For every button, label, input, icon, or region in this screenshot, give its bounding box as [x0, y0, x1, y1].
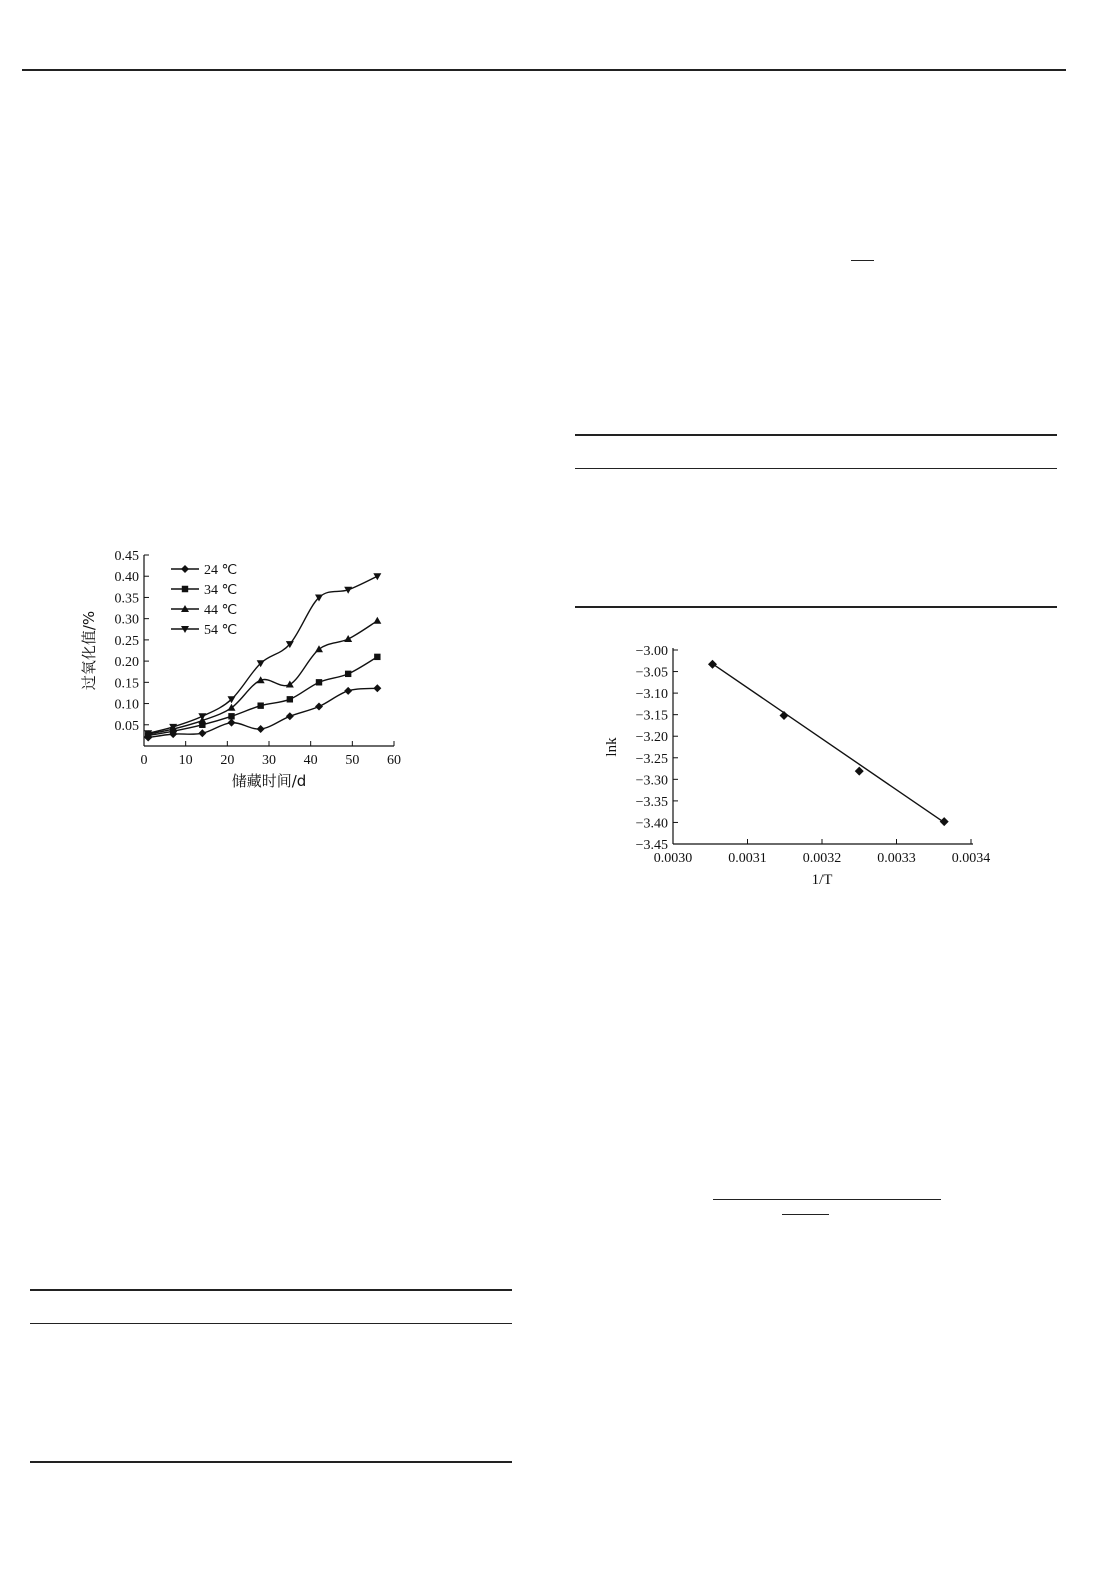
equation-subfraction-bar	[782, 1214, 829, 1215]
data-point	[344, 635, 352, 642]
data-point	[315, 703, 323, 711]
x-tick-label: 0.0030	[653, 851, 693, 866]
y-tick-label: −3.00	[635, 644, 668, 659]
data-point	[315, 645, 323, 652]
y-tick-label: 0.30	[114, 612, 139, 628]
series-line	[148, 621, 377, 734]
data-point	[855, 767, 864, 776]
y-tick-label: −3.15	[635, 708, 668, 724]
y-tick-label: −3.45	[635, 838, 668, 853]
data-point	[345, 671, 351, 677]
x-tick-label: 20	[220, 753, 235, 768]
y-tick-label: 0.15	[114, 676, 139, 692]
x-tick-label: 50	[345, 753, 360, 768]
x-tick-label: 60	[387, 753, 401, 768]
table-left-bottom-rule	[30, 1461, 512, 1463]
x-tick-label: 40	[303, 753, 318, 768]
data-point	[228, 719, 236, 727]
y-tick-label: −3.10	[635, 687, 668, 703]
series-line	[148, 576, 377, 733]
y-tick-label: −3.35	[635, 794, 668, 810]
legend-label: 34 ℃	[204, 583, 238, 598]
x-axis-title: 储藏时间/d	[231, 772, 307, 790]
x-tick-label: 30	[262, 753, 276, 768]
peroxide-line-chart	[60, 535, 440, 805]
header-rule	[22, 69, 1066, 71]
y-axis-title: 过氧化值/%	[80, 610, 98, 691]
figure-peroxide-chart	[60, 535, 440, 805]
x-axis-title: 1/T	[811, 872, 833, 888]
data-point	[373, 573, 381, 580]
equation-fraction-bar	[713, 1199, 941, 1200]
x-tick-label: 0.0032	[802, 851, 842, 866]
y-tick-label: 0.45	[114, 549, 139, 564]
table-right-header-rule	[575, 468, 1057, 469]
x-tick-label: 0.0031	[728, 851, 767, 866]
data-point	[228, 713, 234, 719]
y-tick-label: 0.05	[114, 718, 139, 734]
data-point	[373, 617, 381, 624]
data-point	[257, 725, 265, 733]
fraction-bar	[851, 260, 874, 261]
y-tick-label: −3.20	[635, 730, 668, 746]
table-right-top-rule	[575, 434, 1057, 436]
legend-label: 44 ℃	[204, 603, 238, 618]
x-tick-label: 0	[140, 753, 148, 768]
table-left-header-rule	[30, 1323, 512, 1324]
y-axis-title: lnk	[604, 737, 620, 757]
legend-label: 54 ℃	[204, 623, 238, 638]
fit-line	[712, 664, 944, 823]
y-tick-label: 0.25	[114, 633, 139, 649]
data-point	[344, 687, 352, 695]
y-tick-label: 0.10	[114, 697, 139, 713]
data-point	[374, 654, 380, 660]
y-tick-label: 0.20	[114, 655, 139, 671]
data-point	[198, 729, 206, 737]
data-point	[708, 660, 717, 669]
legend-label: 24 ℃	[204, 563, 238, 578]
arrhenius-scatter-chart	[590, 635, 1010, 900]
y-tick-label: −3.40	[635, 816, 668, 832]
y-tick-label: −3.30	[635, 773, 668, 789]
y-tick-label: −3.05	[635, 665, 668, 681]
table-right-bottom-rule	[575, 606, 1057, 608]
data-point	[257, 702, 263, 708]
data-point	[373, 684, 381, 692]
table-left-top-rule	[30, 1289, 512, 1291]
y-tick-label: −3.25	[635, 751, 668, 767]
data-point	[780, 711, 789, 720]
legend-marker	[182, 586, 188, 592]
y-tick-label: 0.35	[114, 591, 139, 607]
figure-arrhenius-chart	[590, 635, 1010, 900]
legend-marker	[181, 565, 189, 573]
x-tick-label: 10	[178, 753, 193, 768]
data-point	[286, 712, 294, 720]
data-point	[940, 817, 949, 826]
x-tick-label: 0.0034	[951, 851, 991, 866]
data-point	[316, 679, 322, 685]
x-tick-label: 0.0033	[877, 851, 916, 866]
data-point	[287, 696, 293, 702]
y-tick-label: 0.40	[114, 570, 139, 586]
